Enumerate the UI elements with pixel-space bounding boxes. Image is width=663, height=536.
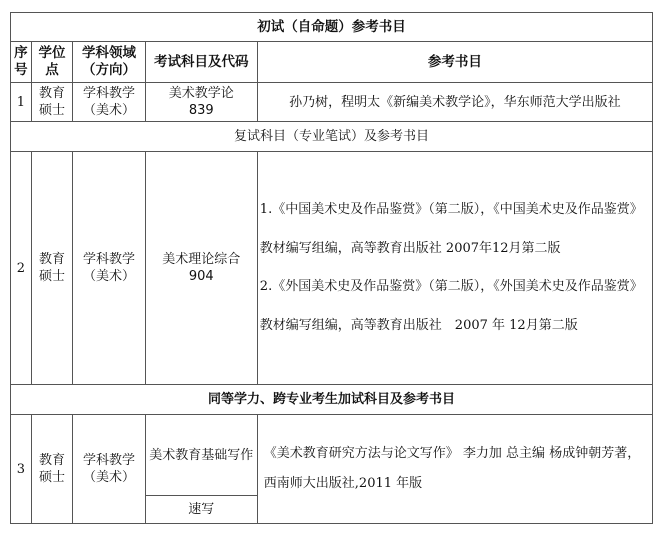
row2-subject [145,152,257,385]
header-field: 学科领域（方向） [73,42,146,83]
row3-subject-1: 美术教育基础写作 [145,415,257,496]
header-degree: 学位点 [31,42,72,83]
section-retest-title: 复试科目（专业笔试）及参考书目 [11,122,653,152]
row1-books: 孙乃树，程明太《新编美术教学论》，华东师范大学出版社 [257,83,652,122]
reference-table-wrapper [10,12,653,524]
header-subject: 考试科目及代码 [145,42,257,83]
header-row [11,42,653,83]
reference-table [10,12,653,524]
table-row [11,152,653,385]
row1-field: 学科教学（美术） [73,83,146,122]
table-title: 初试（自命题）参考书目 [11,13,653,42]
row1-seq: 1 [11,83,32,122]
row2-subject-name: 美术理论综合 [162,252,241,267]
header-books: 参考书目 [257,42,652,83]
section-extra-title: 同等学力、跨专业考生加试科目及参考书目 [11,385,653,415]
row1-subject-name: 美术教学论 [168,86,234,101]
row3-subject-2: 速写 [145,496,257,524]
row2-field: 学科教学（美术） [73,152,146,385]
row1-subject-code: 839 [188,103,214,118]
row1-degree: 教育硕士 [31,83,72,122]
row2-subject-code: 904 [188,269,214,284]
row2-seq: 2 [11,152,32,385]
row3-seq: 3 [11,415,32,524]
row3-degree: 教育硕士 [31,415,72,524]
row3-field: 学科教学（美术） [73,415,146,524]
row2-books [257,152,652,385]
row1-subject [145,83,257,122]
table-row [11,83,653,122]
row2-book-1: 1.《中国美术史及作品鉴赏》（第二版），《中国美术史及作品鉴赏》教材编写组编，高等教育出版社 2007年12月第二版 [259,202,643,256]
row3-books: 《美术教育研究方法与论文写作》 李力加 总主编 杨成钟朝芳著，西南师大出版社,2011 年版 [257,415,652,524]
header-seq: 序号 [11,42,32,83]
row2-degree: 教育硕士 [31,152,72,385]
table-row [11,415,653,496]
row2-book-2: 2.《外国美术史及作品鉴赏》（第二版），《外国美术史及作品鉴赏》教材编写组编，高等教育出版社 2007 年 12月第二版 [259,279,643,333]
